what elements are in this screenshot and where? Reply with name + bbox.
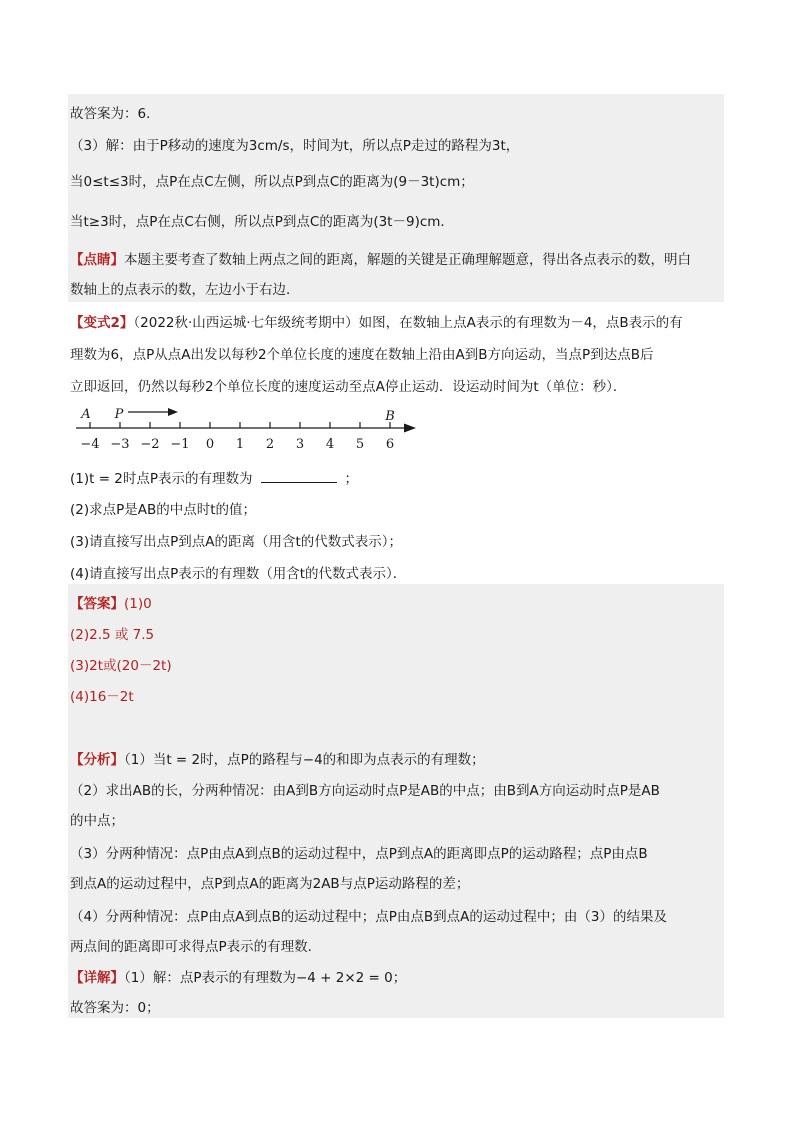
tick-label: 6 [385,437,395,452]
axis-arrowhead [404,424,416,433]
answer-1: (1)0 [124,596,152,612]
prev-solution-band [68,94,724,302]
detail-tag: 【详解】 [70,970,124,986]
tick-label: 5 [355,437,365,452]
prev-case1-line: 当0≤t≤3时，点P在点C左侧，所以点P到点C的距离为(9－3t)cm； [70,174,474,190]
detail-text-1: （1）解：点P表示的有理数为−4 + 2×2 = 0； [124,970,407,986]
problem-line-3: 立即返回，仍然以每秒2个单位长度的速度运动至点A停止运动．设运动时间为t（单位：秒）． [70,379,627,395]
prev-part3-line: （3）解：由于P移动的速度为3cm/s，时间为t，所以点P走过的路程为3t， [70,138,520,154]
question-3: (3)请直接写出点P到点A的距离（用含t的代数式表示）； [70,534,403,550]
tick-label: 2 [265,437,275,452]
comment-tag: 【点睛】 [70,252,124,268]
detail-line-1 [70,966,406,986]
comment-line-1 [70,248,691,268]
question-1 [70,467,358,487]
analysis-line-1 [70,748,485,768]
answer-line-1 [70,592,152,612]
tick-label: 0 [205,437,215,452]
answer-tag: 【答案】 [70,596,124,612]
analysis-line-4: （3）分两种情况：点P由点A到点B的运动过程中，点P到点A的距离即点P的运动路程；点P由点B [70,846,648,862]
answer-4: (4)16－2t [70,689,134,705]
problem-line-1 [70,311,683,331]
comment-line-2: 数轴上的点表示的数，左边小于右边． [70,282,300,298]
problem-text-1: （2022秋·山西运城·七年级统考期中）如图，在数轴上点A表示的有理数为－4，点B表示的有 [133,315,683,331]
question-4: (4)请直接写出点P表示的有理数（用含t的代数式表示）． [70,566,407,582]
analysis-line-6: （4）分两种情况：点P由点A到点B的运动过程中；点P由点B到点A的运动过程中；由（3）的结果及 [70,909,667,925]
answer-blank[interactable] [261,470,337,483]
tick-label: −4 [80,437,100,452]
question-1-end: ； [344,471,359,487]
analysis-line-7: 两点间的距离即可求得点P表示的有理数． [70,939,322,955]
analysis-tag: 【分析】 [70,752,124,768]
label-p: P [114,407,124,422]
answer-3: (3)2t或(20－2t) [70,658,172,674]
analysis-line-2: （2）求出AB的长，分两种情况：由A到B方向运动时点P是AB的中点；由B到A方向运动时点P是AB [70,783,660,799]
label-b: B [385,409,395,424]
analysis-line-3: 的中点； [70,813,124,829]
prev-case2-line: 当t≥3时，点P在点C右侧，所以点P到点C的距离为(3t－9)cm． [70,214,454,230]
p-motion-arrowhead [168,408,178,416]
tick-label: −2 [140,437,160,452]
label-a: A [81,407,91,422]
question-1-text: (1)t = 2时点P表示的有理数为 [70,471,253,487]
number-line-figure [70,402,430,460]
prev-answer-line: 故答案为：6． [70,106,160,122]
tick-label: 4 [325,437,335,452]
tick-label: −1 [170,437,190,452]
detail-line-2: 故答案为：0； [70,1000,160,1016]
analysis-text-1: （1）当t = 2时，点P的路程与−4的和即为点表示的有理数； [124,752,485,768]
tick-label: 1 [235,437,245,452]
tick-label: 3 [295,437,305,452]
problem-line-2: 理数为6，点P从点A出发以每秒2个单位长度的速度在数轴上沿由A到B方向运动，当点P到达点B后 [70,347,654,363]
answer-2: (2)2.5 或 7.5 [70,627,155,643]
problem-tag: 【变式2】 [70,315,134,331]
question-2: (2)求点P是AB的中点时t的值； [70,502,257,518]
analysis-line-5: 到点A的运动过程中，点P到点A的距离为2AB与点P运动路程的差； [70,876,470,892]
tick-label: −3 [110,437,130,452]
comment-text-1: 本题主要考查了数轴上两点之间的距离，解题的关键是正确理解题意，得出各点表示的数，明白 [124,252,691,268]
